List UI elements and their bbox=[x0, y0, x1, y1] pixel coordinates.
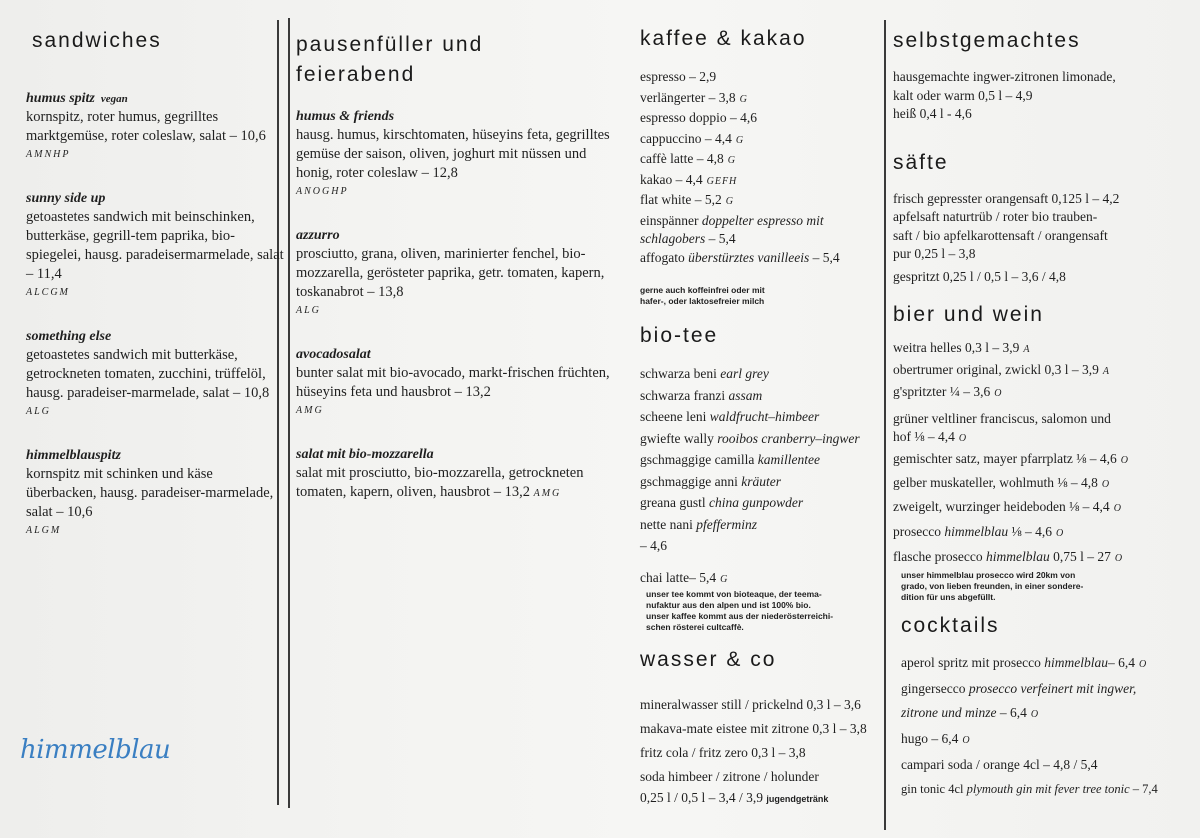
drinks-column-2 bbox=[885, 0, 1200, 838]
list-item: espresso – 2,9 bbox=[640, 69, 717, 84]
menu-item bbox=[296, 227, 618, 320]
allergen-codes: AMG bbox=[533, 488, 562, 499]
list-item: schwarza franzi assam bbox=[640, 387, 763, 403]
list-item: pur 0,25 l – 3,8 bbox=[893, 246, 976, 261]
list-item: gwiefte wally rooibos cranberry–ingwer bbox=[640, 430, 860, 446]
item-name: something else bbox=[26, 329, 112, 344]
list-item: gemischter satz, mayer pfarrplatz ⅛ – 4,6 O bbox=[893, 451, 1130, 466]
list-item: apfelsaft naturtrüb / roter bio trauben- bbox=[893, 209, 1098, 224]
cocktail-list bbox=[901, 651, 1190, 801]
item-description: kornspitz mit schinken und käse überbacken, hausg. paradeiser-marmelade, salat – 10,6 bbox=[26, 466, 274, 520]
allergen-codes: AMG bbox=[296, 405, 324, 416]
menu-item bbox=[296, 346, 618, 420]
section-heading-saefte: säfte bbox=[893, 150, 949, 174]
list-item: grüner veltliner franciscus, salomon und bbox=[893, 411, 1111, 426]
list-item: soda himbeer / zitrone / holunder bbox=[640, 769, 819, 784]
menu-item bbox=[26, 190, 285, 302]
list-item: 0,25 l / 0,5 l – 3,4 / 3,9 jugendgetränk bbox=[640, 790, 829, 805]
list-item: schwarza beni earl grey bbox=[640, 366, 769, 381]
bier-list bbox=[893, 338, 1190, 570]
allergen-codes: AMNHP bbox=[26, 149, 71, 160]
list-item: chai latte– 5,4 G bbox=[640, 569, 729, 585]
allergen-codes: ANOGHP bbox=[296, 186, 349, 197]
item-description: getoastetes sandwich mit beinschinken, butterkäse, gegrill-tem paprika, bio-spiegelei, hausg. paradeisermarmelade, salat – 11,4 bbox=[26, 209, 284, 282]
tee-price: – 4,6 bbox=[640, 538, 667, 553]
list-item: frisch gepresster orangensaft 0,125 l – 4,2 bbox=[893, 190, 1120, 206]
list-item: hugo – 6,4 O bbox=[901, 731, 971, 746]
wasser-list bbox=[640, 693, 885, 807]
item-description: getoastetes sandwich mit butterkäse, getrockneten tomaten, zucchini, trüffelöl, hausg. paradeiser-marmelade, salat – 10,8 bbox=[26, 347, 270, 401]
tee-list bbox=[640, 363, 885, 589]
list-item: hof ⅛ – 4,4 O bbox=[893, 429, 968, 444]
section-heading-selbstgemachtes: selbstgemachtes bbox=[893, 29, 1081, 52]
item-name: sunny side up bbox=[26, 191, 106, 206]
list-item: nette nani pfefferminz bbox=[640, 516, 757, 532]
drinks-column-1 bbox=[630, 0, 885, 838]
list-item: gelber muskateller, wohlmuth ⅛ – 4,8 O bbox=[893, 475, 1111, 490]
list-item: campari soda / orange 4cl – 4,8 / 5,4 bbox=[901, 757, 1098, 772]
item-description: salat mit prosciutto, bio-mozzarella, getrockneten tomaten, kapern, oliven, hausbrot – 13,2 bbox=[296, 465, 584, 500]
list-item: affogato überstürztes vanilleeis – 5,4 bbox=[640, 249, 840, 265]
section-heading-kaffee: kaffee & kakao bbox=[640, 27, 807, 50]
list-item: prosecco himmelblau ⅛ – 4,6 O bbox=[893, 524, 1065, 539]
menu-item bbox=[296, 108, 618, 201]
kaffee-list bbox=[640, 68, 885, 267]
section-heading-cocktails: cocktails bbox=[901, 614, 1000, 637]
menu-item bbox=[26, 328, 285, 421]
list-item: makava-mate eistee mit zitrone 0,3 l – 3,8 bbox=[640, 721, 867, 736]
list-item: kalt oder warm 0,5 l – 4,9 bbox=[893, 87, 1033, 103]
list-item: g'spritzter ¼ – 3,6 O bbox=[893, 384, 1003, 399]
section-heading-sandwiches: sandwiches bbox=[32, 29, 162, 52]
list-item: verlängerter – 3,8 G bbox=[640, 89, 748, 105]
list-item: zweigelt, wurzinger heideboden ⅛ – 4,4 O bbox=[893, 499, 1122, 514]
item-name: salat mit bio-mozzarella bbox=[296, 447, 434, 462]
item-name: avocadosalat bbox=[296, 347, 371, 362]
list-item: fritz cola / fritz zero 0,3 l – 3,8 bbox=[640, 745, 806, 760]
list-item: gespritzt 0,25 l / 0,5 l – 3,6 / 4,8 bbox=[893, 268, 1066, 284]
menu-item bbox=[26, 447, 285, 540]
allergen-codes: ALGM bbox=[26, 525, 62, 536]
allergen-codes: ALCGM bbox=[26, 287, 70, 298]
section-heading-bier: bier und wein bbox=[893, 303, 1044, 326]
item-name: azzurro bbox=[296, 228, 340, 243]
list-item: obertrumer original, zwickl 0,3 l – 3,9 A bbox=[893, 362, 1110, 377]
list-item: cappuccino – 4,4 G bbox=[640, 130, 745, 146]
list-item: gingersecco prosecco verfeinert mit ingwer, bbox=[901, 681, 1137, 696]
list-item: gschmaggige anni kräuter bbox=[640, 473, 781, 489]
list-item: saft / bio apfelkarottensaft / orangensaft bbox=[893, 227, 1108, 243]
list-item: hausgemachte ingwer-zitronen limonade, bbox=[893, 69, 1116, 84]
kaffee-note: gerne auch koffeinfrei oder mit hafer-, oder laktosefreier milch bbox=[640, 285, 765, 306]
list-item: flasche prosecco himmelblau 0,75 l – 27 O bbox=[893, 549, 1124, 564]
section-heading-pausenfueller: pausenfüller und feierabend bbox=[296, 33, 484, 86]
saefte-list bbox=[893, 190, 1190, 287]
list-item: weitra helles 0,3 l – 3,9 A bbox=[893, 340, 1031, 355]
himmelblau-logo: himmelblau bbox=[20, 735, 171, 765]
tee-note: unser tee kommt von bioteaque, der teema- nufaktur aus den alpen und ist 100% bio. unser kaffee kommt aus der niederösterreichi- schen rösterei cultcaffè. bbox=[646, 589, 834, 632]
vegan-tag: vegan bbox=[100, 93, 128, 105]
item-description: kornspitz, roter humus, gegrilltes marktgemüse, roter coleslaw, salat – 10,6 bbox=[26, 109, 266, 144]
list-item: flat white – 5,2 G bbox=[640, 192, 734, 207]
item-name: humus & friends bbox=[296, 109, 395, 124]
list-item: espresso doppio – 4,6 bbox=[640, 110, 757, 125]
item-description: bunter salat mit bio-avocado, markt-frischen früchten, hüseyins feta und hausbrot – 13,2 bbox=[296, 365, 610, 400]
item-name: humus spitz bbox=[26, 91, 95, 106]
list-item: gin tonic 4cl plymouth gin mit fever tree tonic – 7,4 bbox=[901, 782, 1158, 796]
selbst-list bbox=[893, 68, 1190, 124]
list-item: mineralwasser still / prickelnd 0,3 l – 3,6 bbox=[640, 697, 861, 712]
section-heading-tee: bio-tee bbox=[640, 324, 719, 347]
list-item: gschmaggige camilla kamillentee bbox=[640, 452, 820, 467]
list-item: greana gustl china gunpowder bbox=[640, 495, 804, 510]
list-item: caffè latte – 4,8 G bbox=[640, 151, 736, 166]
section-heading-wasser: wasser & co bbox=[640, 648, 777, 671]
sandwiches-column bbox=[0, 0, 285, 838]
menu-item bbox=[296, 446, 618, 503]
list-item: kakao – 4,4 GEFH bbox=[640, 171, 738, 187]
list-item: zitrone und minze – 6,4 O bbox=[901, 705, 1040, 720]
list-item: aperol spritz mit prosecco himmelblau– 6,4 O bbox=[901, 655, 1148, 670]
menu-item bbox=[26, 90, 285, 164]
allergen-codes: ALG bbox=[26, 406, 51, 417]
item-description: hausg. humus, kirschtomaten, hüseyins feta, gegrilltes gemüse der saison, oliven, joghurt mit nüssen und honig, roter coleslaw – 12,8 bbox=[296, 127, 610, 181]
list-item: schlagobers – 5,4 bbox=[640, 231, 736, 246]
item-name: himmelblauspitz bbox=[26, 448, 121, 463]
list-item: einspänner doppelter espresso mit bbox=[640, 212, 824, 228]
item-description: prosciutto, grana, oliven, marinierter fenchel, bio-mozzarella, gerösteter paprika, getr. tomaten, kapern, toskanabrot – 13,8 bbox=[296, 246, 605, 300]
list-item: scheene leni waldfrucht–himbeer bbox=[640, 409, 820, 424]
prosecco-note: unser himmelblau prosecco wird 20km von grado, von lieben freunden, in einer sondere- dition für uns abgefüllt. bbox=[901, 570, 1084, 602]
pausenfueller-column bbox=[288, 0, 618, 838]
list-item: heiß 0,4 l - 4,6 bbox=[893, 106, 972, 121]
allergen-codes: ALG bbox=[296, 305, 321, 316]
